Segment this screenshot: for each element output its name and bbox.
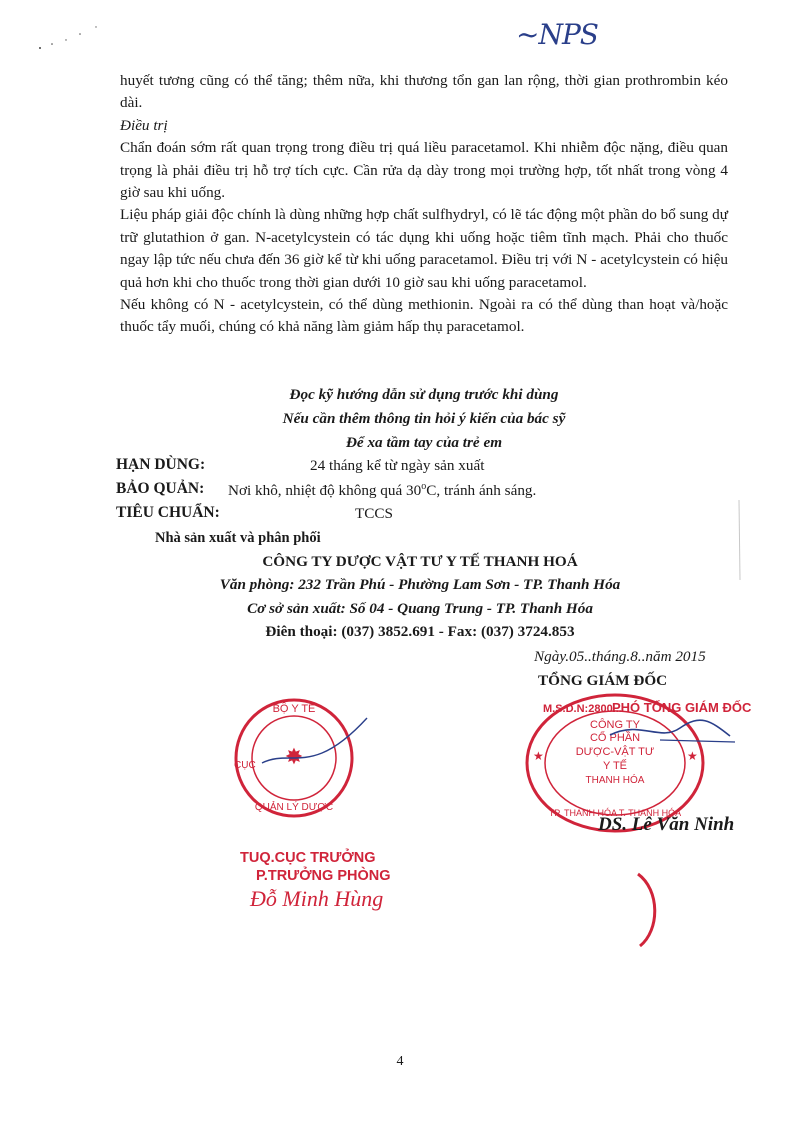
body-text bbox=[120, 70, 728, 339]
general-director-title: TỔNG GIÁM ĐỐC bbox=[538, 672, 668, 689]
official-seal-bottom: QUẢN LÝ DƯỢC bbox=[254, 802, 334, 813]
official-seal-left: CỤC bbox=[234, 760, 256, 771]
paragraph-methionin: Nếu không có N - acetylcystein, có thể dùng methionin. Ngoài ra có thể dùng than hoạt và/hoặc thuốc tẩy muối, chúng có khả năng làm giảm hấp thụ paracetamol. bbox=[120, 296, 728, 336]
official-title-line-1: TUQ.CỤC TRƯỞNG bbox=[240, 850, 376, 866]
office-address: Văn phòng: 232 Trần Phú - Phường Lam Sơn - TP. Thanh Hóa bbox=[219, 576, 621, 593]
official-seal-top: BỘ Y TẾ bbox=[272, 703, 316, 715]
official-name: Đỗ Minh Hùng bbox=[250, 886, 384, 911]
shelf-life-label: HẠN DÙNG: bbox=[116, 456, 206, 473]
company-seal-line-1: CÔNG TY bbox=[590, 719, 640, 731]
official-seal bbox=[222, 688, 372, 828]
notice-read-instructions: Đọc kỹ hướng dẫn sử dụng trước khi dùng bbox=[289, 386, 559, 403]
storage-label: BẢO QUẢN: bbox=[116, 480, 205, 497]
director-signature-stroke bbox=[600, 700, 740, 760]
deputy-director-stamp: PHÓ TỔNG GIÁM ĐỐC bbox=[612, 700, 752, 715]
factory-address: Cơ sở sản xuất: Số 04 - Quang Trung - TP. Thanh Hóa bbox=[247, 600, 593, 617]
official-title-line-2: P.TRƯỞNG PHÒNG bbox=[256, 868, 391, 884]
company-seal-line-5: THANH HÓA bbox=[585, 775, 645, 786]
phone-fax: Điên thoại: (037) 3852.691 - Fax: (037) 3724.853 bbox=[265, 623, 575, 640]
stamp-fragment bbox=[630, 870, 670, 950]
signing-date: Ngày.05..tháng.8..năm 2015 bbox=[534, 648, 706, 665]
scan-specks bbox=[0, 0, 120, 60]
storage-degree-sup: o bbox=[421, 481, 427, 492]
notice-keep-from-children: Để xa tầm tay của trẻ em bbox=[345, 434, 503, 451]
company-seal-ring-text: M.S.D.N:2800... bbox=[543, 703, 622, 715]
shelf-life-value: 24 tháng kể từ ngày sản xuất bbox=[310, 457, 485, 474]
standard-label: TIÊU CHUẨN: bbox=[116, 504, 220, 521]
paragraph-prothrombin: huyết tương cũng có thể tăng; thêm nữa, khi thương tổn gan lan rộng, thời gian prothrombin kéo dài. bbox=[120, 72, 728, 112]
handwritten-reference-note: ~NPS bbox=[516, 18, 598, 51]
company-name: CÔNG TY DƯỢC VẬT TƯ Y TẾ THANH HOÁ bbox=[262, 553, 578, 570]
seal-star-left: ★ bbox=[533, 749, 544, 763]
company-seal-line-2: CỔ PHẦN bbox=[589, 732, 641, 744]
section-heading-treatment: Điều trị bbox=[120, 116, 168, 134]
storage-value-prefix: Nơi khô, nhiệt độ không quá 30 bbox=[228, 482, 422, 500]
standard-value: TCCS bbox=[355, 505, 393, 522]
director-name: DS. Lê Văn Ninh bbox=[598, 814, 735, 835]
paragraph-detox-therapy: Liệu pháp giải độc chính là dùng những hợp chất sulfhydryl, có lẽ tác động một phần do bổ sung dự trữ glutathion ở gan. N-acetylcystein có tác dụng khi uống hoặc tiêm tĩnh mạch. Phải cho thuốc ngay lập tức nếu chưa đến 36 giờ kể từ khi uống paracetamol. Điều trị với N - acetylcystein có hiệu quả hơn khi cho thuốc trong thời gian dưới 10 giờ sau khi uống paracetamol. bbox=[120, 206, 728, 291]
manufacturer-label: Nhà sản xuất và phân phối bbox=[155, 530, 321, 546]
storage-value-suffix: C, tránh ánh sáng. bbox=[426, 482, 537, 500]
paragraph-early-diagnosis: Chẩn đoán sớm rất quan trọng trong điều trị quá liều paracetamol. Khi nhiễm độc nặng, điều quan trọng là phải điều trị hỗ trợ tích cực. Cần rửa dạ dày trong mọi trường hợp, tốt nhất trong vòng 4 giờ sau khi uống. bbox=[120, 139, 728, 202]
company-seal-line-4: Y TẾ bbox=[602, 760, 628, 772]
scan-edge-mark bbox=[735, 500, 745, 580]
company-seal-line-3: DƯỢC-VẬT TƯ bbox=[575, 746, 655, 758]
notice-ask-doctor: Nếu cần thêm thông tin hỏi ý kiến của bác sỹ bbox=[282, 410, 566, 427]
page-number: 4 bbox=[396, 1054, 404, 1069]
storage-value bbox=[228, 481, 536, 500]
company-seal-bottom-text: TP. THANH HÓA T. THANH HÓA bbox=[548, 808, 682, 818]
official-seal-emblem: ✸ bbox=[284, 744, 304, 769]
seal-star-right: ★ bbox=[687, 749, 698, 763]
